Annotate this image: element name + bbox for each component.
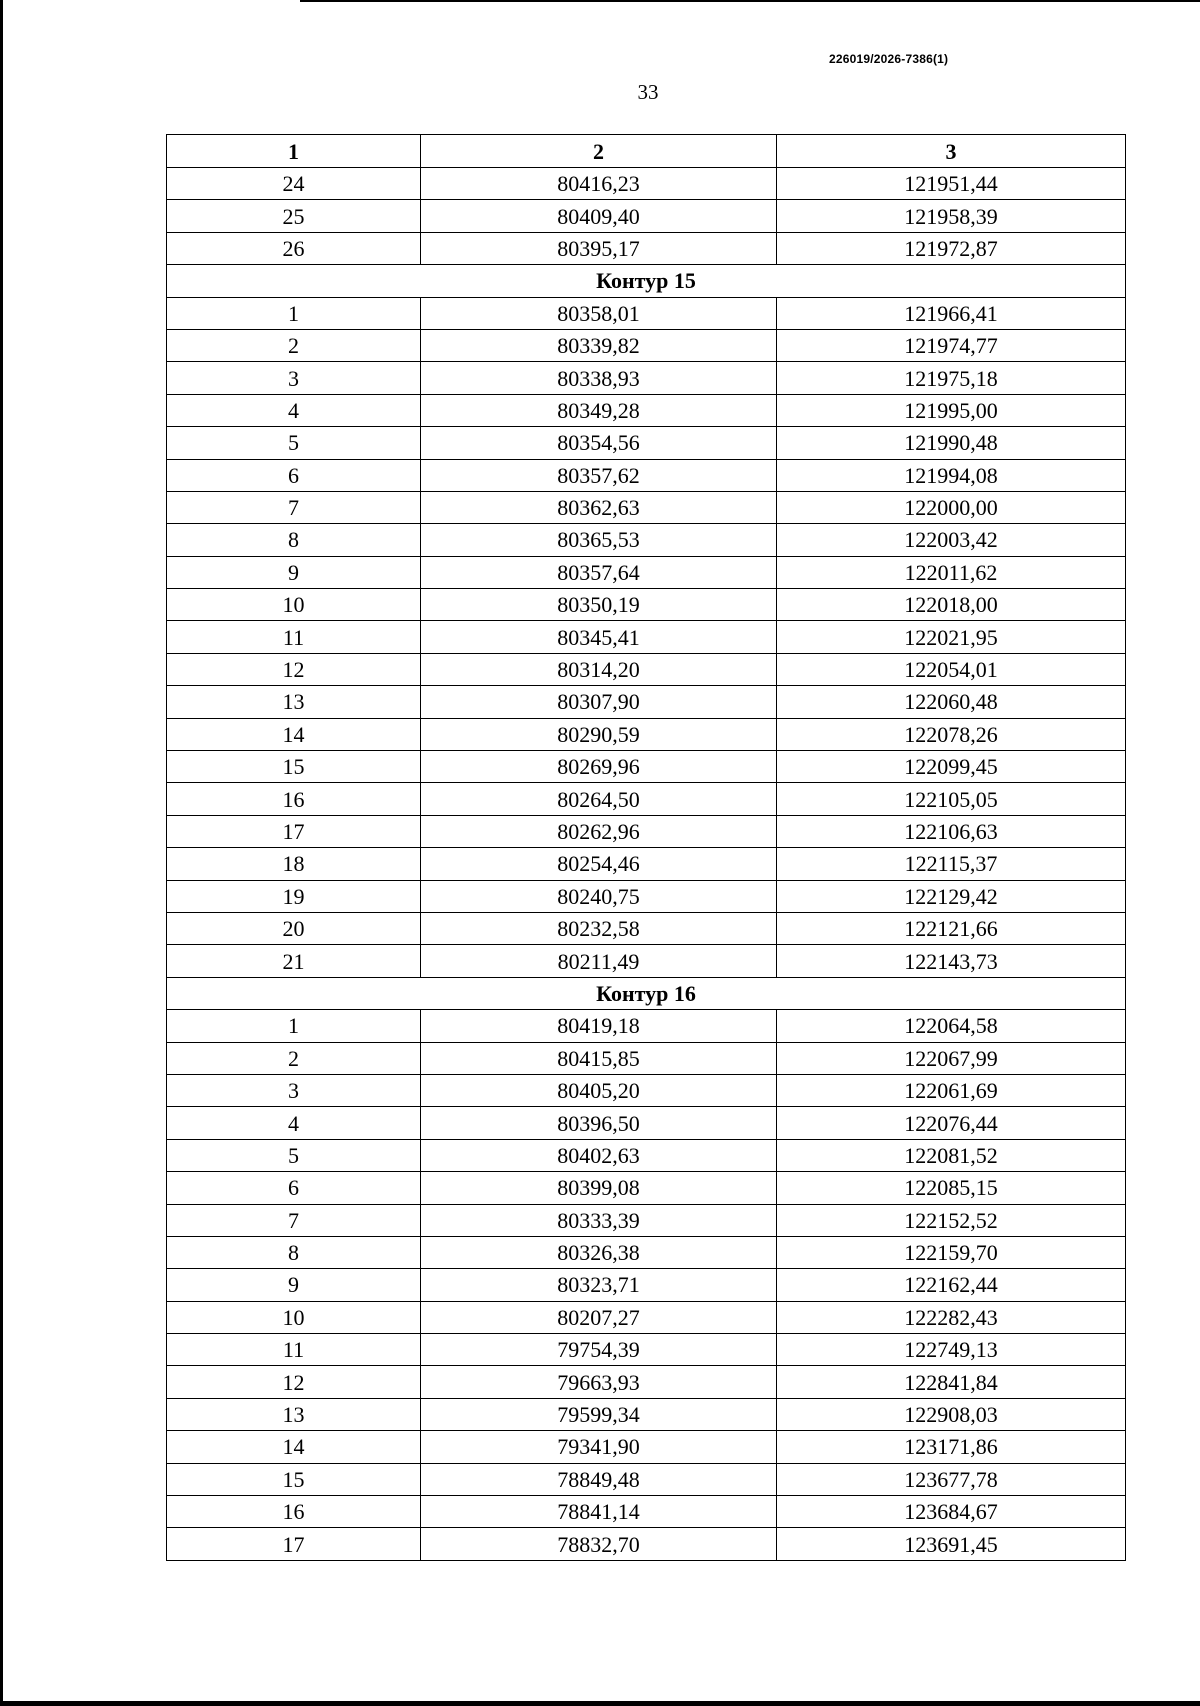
table-row xyxy=(167,815,1126,847)
coordinate-x-cell: 80323,71 xyxy=(421,1269,777,1301)
scan-edge-top xyxy=(300,0,1200,2)
point-number-cell: 17 xyxy=(167,1528,421,1560)
table-header-row xyxy=(167,135,1126,168)
point-number-cell: 14 xyxy=(167,718,421,750)
table-row xyxy=(167,1139,1126,1171)
point-number-cell: 13 xyxy=(167,686,421,718)
coordinate-x-cell: 80262,96 xyxy=(421,815,777,847)
point-number-cell: 4 xyxy=(167,394,421,426)
point-number-cell: 8 xyxy=(167,1236,421,1268)
coordinate-y-cell: 122054,01 xyxy=(777,653,1126,685)
coordinates-table xyxy=(166,134,1126,1561)
point-number-cell: 26 xyxy=(167,232,421,264)
section-row xyxy=(167,265,1126,297)
coordinate-x-cell: 80338,93 xyxy=(421,362,777,394)
point-number-cell: 15 xyxy=(167,751,421,783)
coordinate-y-cell: 122067,99 xyxy=(777,1042,1126,1074)
table-row xyxy=(167,1172,1126,1204)
coordinate-y-cell: 122159,70 xyxy=(777,1236,1126,1268)
table-row xyxy=(167,783,1126,815)
coordinate-y-cell: 122060,48 xyxy=(777,686,1126,718)
point-number-cell: 9 xyxy=(167,556,421,588)
coordinate-y-cell: 122115,37 xyxy=(777,848,1126,880)
table-row xyxy=(167,589,1126,621)
point-number-cell: 2 xyxy=(167,329,421,361)
point-number-cell: 6 xyxy=(167,459,421,491)
coordinate-x-cell: 80350,19 xyxy=(421,589,777,621)
coordinate-y-cell: 122000,00 xyxy=(777,491,1126,523)
coordinate-y-cell: 122106,63 xyxy=(777,815,1126,847)
coordinate-x-cell: 78841,14 xyxy=(421,1496,777,1528)
point-number-cell: 24 xyxy=(167,168,421,200)
coordinate-x-cell: 80402,63 xyxy=(421,1139,777,1171)
table-row xyxy=(167,232,1126,264)
table-row xyxy=(167,1269,1126,1301)
table-body xyxy=(167,135,1126,1561)
point-number-cell: 15 xyxy=(167,1463,421,1495)
table-row xyxy=(167,1334,1126,1366)
table-row xyxy=(167,491,1126,523)
coordinate-y-cell: 122011,62 xyxy=(777,556,1126,588)
coordinate-y-cell: 122841,84 xyxy=(777,1366,1126,1398)
table-row xyxy=(167,1463,1126,1495)
table-row xyxy=(167,751,1126,783)
coordinate-y-cell: 123171,86 xyxy=(777,1431,1126,1463)
coordinate-y-cell: 121966,41 xyxy=(777,297,1126,329)
point-number-cell: 5 xyxy=(167,1139,421,1171)
coordinate-y-cell: 122162,44 xyxy=(777,1269,1126,1301)
table-row xyxy=(167,1366,1126,1398)
coordinate-y-cell: 122003,42 xyxy=(777,524,1126,556)
point-number-cell: 16 xyxy=(167,1496,421,1528)
point-number-cell: 11 xyxy=(167,621,421,653)
coordinate-x-cell: 80290,59 xyxy=(421,718,777,750)
point-number-cell: 3 xyxy=(167,362,421,394)
point-number-cell: 1 xyxy=(167,297,421,329)
table-row xyxy=(167,718,1126,750)
coordinate-x-cell: 79754,39 xyxy=(421,1334,777,1366)
coordinate-x-cell: 80240,75 xyxy=(421,880,777,912)
point-number-cell: 19 xyxy=(167,880,421,912)
coordinate-x-cell: 80399,08 xyxy=(421,1172,777,1204)
coordinate-y-cell: 122018,00 xyxy=(777,589,1126,621)
coordinate-x-cell: 80232,58 xyxy=(421,912,777,944)
coordinate-x-cell: 80419,18 xyxy=(421,1010,777,1042)
table-row xyxy=(167,1204,1126,1236)
scan-edge-bottom xyxy=(0,1701,1200,1706)
coordinate-y-cell: 122078,26 xyxy=(777,718,1126,750)
coordinate-x-cell: 80396,50 xyxy=(421,1107,777,1139)
coordinate-x-cell: 80358,01 xyxy=(421,297,777,329)
point-number-cell: 1 xyxy=(167,1010,421,1042)
coordinate-x-cell: 80269,96 xyxy=(421,751,777,783)
coordinate-x-cell: 80395,17 xyxy=(421,232,777,264)
coordinate-x-cell: 80416,23 xyxy=(421,168,777,200)
table-row xyxy=(167,1042,1126,1074)
section-title: Контур 15 xyxy=(167,265,1126,297)
scan-edge-left xyxy=(0,0,3,1706)
coordinate-y-cell: 122105,05 xyxy=(777,783,1126,815)
point-number-cell: 13 xyxy=(167,1398,421,1430)
coordinate-x-cell: 80362,63 xyxy=(421,491,777,523)
table-row xyxy=(167,686,1126,718)
coordinate-y-cell: 122152,52 xyxy=(777,1204,1126,1236)
coordinate-x-cell: 80333,39 xyxy=(421,1204,777,1236)
table-row xyxy=(167,848,1126,880)
table-row xyxy=(167,653,1126,685)
point-number-cell: 2 xyxy=(167,1042,421,1074)
coordinate-x-cell: 80345,41 xyxy=(421,621,777,653)
table-row xyxy=(167,1107,1126,1139)
coordinate-x-cell: 80357,64 xyxy=(421,556,777,588)
point-number-cell: 6 xyxy=(167,1172,421,1204)
table-row xyxy=(167,1010,1126,1042)
page-number: 33 xyxy=(637,80,659,104)
point-number-cell: 17 xyxy=(167,815,421,847)
point-number-cell: 12 xyxy=(167,1366,421,1398)
table-row xyxy=(167,1398,1126,1430)
header-cell-2: 2 xyxy=(421,135,777,168)
point-number-cell: 7 xyxy=(167,491,421,523)
coordinate-y-cell: 122143,73 xyxy=(777,945,1126,977)
section-row xyxy=(167,977,1126,1009)
coordinate-x-cell: 80405,20 xyxy=(421,1074,777,1106)
point-number-cell: 5 xyxy=(167,427,421,459)
coordinate-y-cell: 121972,87 xyxy=(777,232,1126,264)
table-row xyxy=(167,1074,1126,1106)
table-row xyxy=(167,200,1126,232)
coordinate-y-cell: 122099,45 xyxy=(777,751,1126,783)
coordinate-y-cell: 122085,15 xyxy=(777,1172,1126,1204)
coordinate-y-cell: 123691,45 xyxy=(777,1528,1126,1560)
coordinate-x-cell: 79663,93 xyxy=(421,1366,777,1398)
table-row xyxy=(167,362,1126,394)
coordinate-y-cell: 122081,52 xyxy=(777,1139,1126,1171)
coordinate-x-cell: 80415,85 xyxy=(421,1042,777,1074)
coordinate-x-cell: 80211,49 xyxy=(421,945,777,977)
table-row xyxy=(167,394,1126,426)
coordinate-y-cell: 122021,95 xyxy=(777,621,1126,653)
point-number-cell: 7 xyxy=(167,1204,421,1236)
coordinate-x-cell: 80357,62 xyxy=(421,459,777,491)
table-row xyxy=(167,524,1126,556)
coordinate-y-cell: 122076,44 xyxy=(777,1107,1126,1139)
coordinate-y-cell: 121995,00 xyxy=(777,394,1126,426)
point-number-cell: 11 xyxy=(167,1334,421,1366)
table-row xyxy=(167,1496,1126,1528)
coordinate-x-cell: 80326,38 xyxy=(421,1236,777,1268)
header-cell-3: 3 xyxy=(777,135,1126,168)
coordinate-x-cell: 80264,50 xyxy=(421,783,777,815)
point-number-cell: 10 xyxy=(167,1301,421,1333)
table-row xyxy=(167,459,1126,491)
coordinate-y-cell: 121994,08 xyxy=(777,459,1126,491)
point-number-cell: 8 xyxy=(167,524,421,556)
coordinate-x-cell: 80307,90 xyxy=(421,686,777,718)
coordinate-y-cell: 121990,48 xyxy=(777,427,1126,459)
table-row xyxy=(167,1301,1126,1333)
table-row xyxy=(167,880,1126,912)
point-number-cell: 3 xyxy=(167,1074,421,1106)
coordinate-y-cell: 122282,43 xyxy=(777,1301,1126,1333)
coordinate-y-cell: 123677,78 xyxy=(777,1463,1126,1495)
coordinate-x-cell: 80314,20 xyxy=(421,653,777,685)
document-id: 226019/2026-7386(1) xyxy=(829,52,949,66)
coordinate-y-cell: 121958,39 xyxy=(777,200,1126,232)
coordinate-x-cell: 78832,70 xyxy=(421,1528,777,1560)
coordinate-x-cell: 79599,34 xyxy=(421,1398,777,1430)
table-row xyxy=(167,945,1126,977)
coordinate-y-cell: 121974,77 xyxy=(777,329,1126,361)
coordinate-y-cell: 121951,44 xyxy=(777,168,1126,200)
coordinate-y-cell: 122064,58 xyxy=(777,1010,1126,1042)
coordinate-x-cell: 80354,56 xyxy=(421,427,777,459)
point-number-cell: 12 xyxy=(167,653,421,685)
table-row xyxy=(167,621,1126,653)
point-number-cell: 21 xyxy=(167,945,421,977)
table-row xyxy=(167,168,1126,200)
table-row xyxy=(167,297,1126,329)
coordinate-x-cell: 80365,53 xyxy=(421,524,777,556)
table-row xyxy=(167,1431,1126,1463)
coordinate-y-cell: 123684,67 xyxy=(777,1496,1126,1528)
table-row xyxy=(167,556,1126,588)
coordinate-y-cell: 121975,18 xyxy=(777,362,1126,394)
coordinates-table-container xyxy=(166,134,1125,1561)
coordinate-x-cell: 80207,27 xyxy=(421,1301,777,1333)
point-number-cell: 9 xyxy=(167,1269,421,1301)
header-cell-1: 1 xyxy=(167,135,421,168)
section-title: Контур 16 xyxy=(167,977,1126,1009)
point-number-cell: 16 xyxy=(167,783,421,815)
table-row xyxy=(167,329,1126,361)
coordinate-y-cell: 122908,03 xyxy=(777,1398,1126,1430)
point-number-cell: 10 xyxy=(167,589,421,621)
coordinate-y-cell: 122129,42 xyxy=(777,880,1126,912)
coordinate-x-cell: 78849,48 xyxy=(421,1463,777,1495)
coordinate-x-cell: 80409,40 xyxy=(421,200,777,232)
coordinate-x-cell: 80254,46 xyxy=(421,848,777,880)
point-number-cell: 18 xyxy=(167,848,421,880)
coordinate-y-cell: 122749,13 xyxy=(777,1334,1126,1366)
coordinate-x-cell: 80339,82 xyxy=(421,329,777,361)
table-row xyxy=(167,912,1126,944)
table-row xyxy=(167,1528,1126,1560)
coordinate-x-cell: 80349,28 xyxy=(421,394,777,426)
point-number-cell: 4 xyxy=(167,1107,421,1139)
point-number-cell: 25 xyxy=(167,200,421,232)
coordinate-y-cell: 122121,66 xyxy=(777,912,1126,944)
table-row xyxy=(167,427,1126,459)
point-number-cell: 20 xyxy=(167,912,421,944)
table-row xyxy=(167,1236,1126,1268)
coordinate-y-cell: 122061,69 xyxy=(777,1074,1126,1106)
point-number-cell: 14 xyxy=(167,1431,421,1463)
coordinate-x-cell: 79341,90 xyxy=(421,1431,777,1463)
